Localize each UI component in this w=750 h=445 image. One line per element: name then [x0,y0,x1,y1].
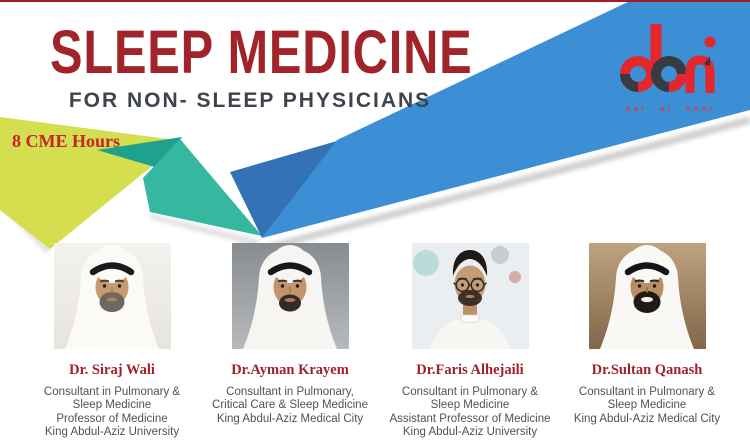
credential-line: Professor of Medicine [56,412,168,425]
credential-line: Consultant in Pulmonary & [43,386,181,398]
credential-line: King Abdul-Aziz Medical City [573,412,721,425]
credential-line: Sleep Medicine [607,399,687,412]
doctor-credentials [378,386,562,440]
credential-line: Consultant in Pulmonary & [401,386,539,398]
doctor-photo-siraj-wali [54,243,171,349]
doctor-credentials [20,386,204,440]
credential-line: King Abdul-Aziz University [44,426,180,439]
doctor-name: Dr.Sultan Qanash [591,362,703,378]
credential-line: Critical Care & Sleep Medicine [212,399,368,412]
credential-line: Consultant in Pulmonary & [578,386,716,398]
doctor-name: Dr.Faris Alhejaili [416,362,524,378]
doctor-card-sultan-qanash [553,243,741,426]
credential-line: King Abdul-Aziz University [402,426,538,439]
poster-subtitle: FOR NON- SLEEP PHYSICIANS [68,88,432,112]
logo-tagline: dar al noor [625,104,717,113]
cme-hours-badge: 8 CME Hours [12,131,120,151]
doctor-credentials [553,386,741,426]
doctor-name: Dr. Siraj Wali [69,362,155,378]
doctor-credentials [198,386,382,426]
doctor-photo-sultan-qanash [589,243,706,349]
doctor-name: Dr.Ayman Krayem [231,362,349,378]
dbn-logo-icon [612,16,730,98]
credential-line: Consultant in Pulmonary, [226,386,354,398]
poster-title: SLEEP MEDICINE [50,18,473,86]
doctor-card-faris-alhejaili [378,243,562,440]
credential-line: Assistant Professor of Medicine [389,412,551,425]
credential-line: Sleep Medicine [72,399,152,412]
doctor-photo-ayman-krayem [232,243,349,349]
top-red-border [0,0,750,2]
doctor-card-ayman-krayem [198,243,382,426]
header [0,18,500,113]
doctor-photo-faris-alhejaili [412,243,529,349]
dar-al-noor-logo [612,16,730,113]
credential-line: Sleep Medicine [430,399,510,412]
speakers-row [0,243,750,445]
credential-line: King Abdul-Aziz Medical City [216,412,364,425]
doctor-card-siraj-wali [20,243,204,440]
